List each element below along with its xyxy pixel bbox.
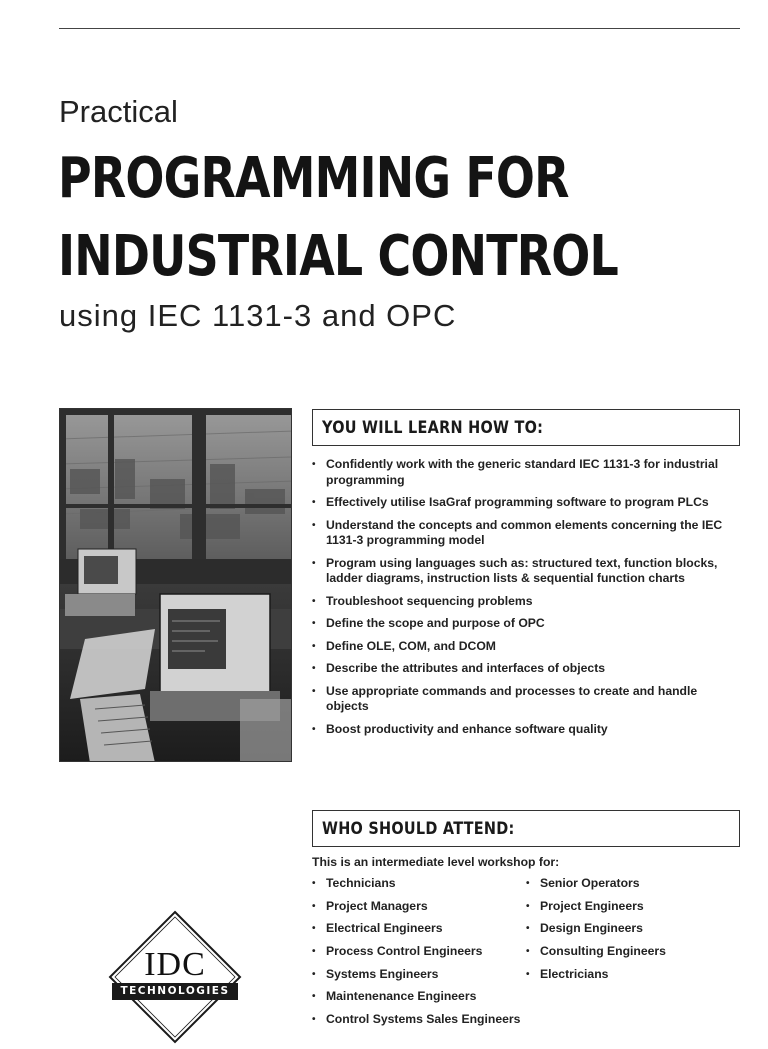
top-rule (59, 28, 740, 29)
attend-item: • Process Control Engineers (312, 944, 520, 960)
learn-item: • Boost productivity and enhance software quality (312, 722, 732, 738)
attend-item: • Electrical Engineers (312, 921, 520, 937)
learn-item: • Understand the concepts and common elements concerning the IEC 1131-3 programming model (312, 518, 732, 549)
subtitle: using IEC 1131-3 and OPC (59, 298, 457, 333)
attend-list-left (312, 876, 520, 1035)
page-title (58, 140, 665, 296)
learn-item: • Define the scope and purpose of OPC (312, 616, 732, 632)
learn-item: • Describe the attributes and interfaces of objects (312, 661, 732, 677)
control-room-photo (59, 408, 292, 762)
attend-item: • Senior Operators (526, 876, 666, 892)
attend-item: • Electricians (526, 967, 666, 983)
attend-item: • Project Managers (312, 899, 520, 915)
learn-item: • Use appropriate commands and processes to create and handle objects (312, 684, 732, 715)
learn-heading: YOU WILL LEARN HOW TO: (322, 417, 544, 438)
learn-item: • Effectively utilise IsaGraf programming software to program PLCs (312, 495, 732, 511)
learn-item: • Troubleshoot sequencing problems (312, 594, 732, 610)
attend-item: • Project Engineers (526, 899, 666, 915)
learn-item: • Confidently work with the generic standard IEC 1131-3 for industrial programming (312, 457, 732, 488)
attend-item: • Technicians (312, 876, 520, 892)
attend-item: • Maintenenance Engineers (312, 989, 520, 1005)
learn-item: • Define OLE, COM, and DCOM (312, 639, 732, 655)
attend-item: • Control Systems Sales Engineers (312, 1012, 520, 1028)
attend-item: • Design Engineers (526, 921, 666, 937)
title-line-2: INDUSTRIAL CONTROL (58, 224, 618, 289)
attend-item: • Consulting Engineers (526, 944, 666, 960)
attend-item: • Systems Engineers (312, 967, 520, 983)
logo-idc-text: IDC (144, 946, 206, 983)
title-line-1: PROGRAMMING FOR (58, 146, 569, 211)
attend-intro: This is an intermediate level workshop for: (312, 855, 560, 869)
attend-heading: WHO SHOULD ATTEND: (322, 818, 515, 839)
logo-technologies-text: TECHNOLOGIES (120, 985, 230, 997)
attend-list-right (526, 876, 666, 989)
learn-item: • Program using languages such as: structured text, function blocks, ladder diagrams, instruction lists & sequential function charts (312, 556, 732, 587)
learn-list (312, 457, 732, 744)
attend-heading-box (312, 810, 740, 847)
pretitle: Practical (59, 94, 178, 129)
learn-heading-box (312, 409, 740, 446)
